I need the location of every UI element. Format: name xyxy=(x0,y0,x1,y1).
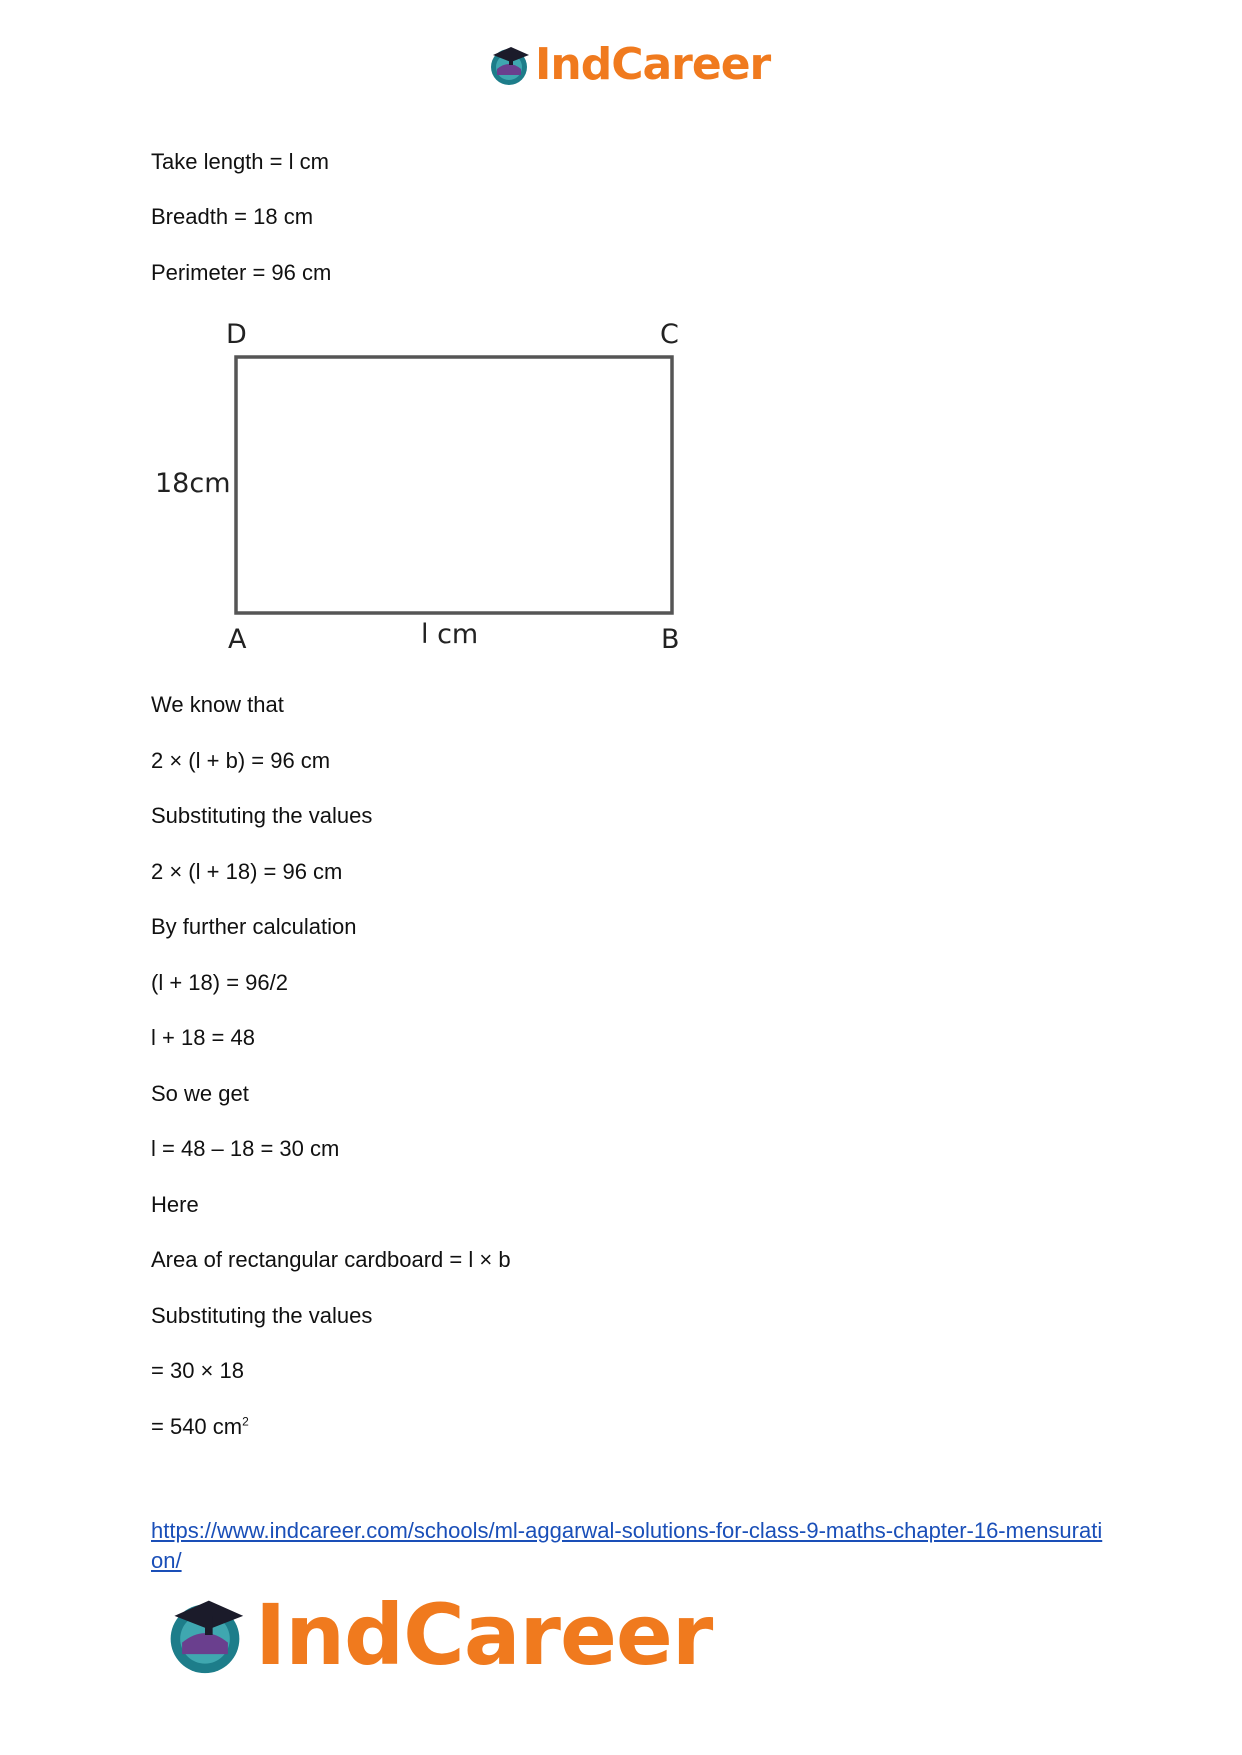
final-answer-text: = 540 cm xyxy=(151,1414,243,1439)
text-line: We know that xyxy=(151,692,284,717)
graduation-globe-icon xyxy=(487,43,531,87)
text-line: So we get xyxy=(151,1081,249,1106)
text-line: 2 × (l + 18) = 96 cm xyxy=(151,859,343,884)
text-line: Take length = l cm xyxy=(151,149,329,174)
text-line: = 30 × 18 xyxy=(151,1358,244,1383)
source-link[interactable]: https://www.indcareer.com/schools/ml-aggarwal-solutions-for-class-9-maths-chapter-16-mensuration/ xyxy=(151,1518,1103,1573)
text-line: (l + 18) = 96/2 xyxy=(151,970,288,995)
text-line: By further calculation xyxy=(151,914,357,939)
length-label: l cm xyxy=(421,619,479,650)
rectangle-diagram xyxy=(151,318,691,658)
text-line: Breadth = 18 cm xyxy=(151,204,314,229)
vertex-c-label: C xyxy=(660,319,679,350)
header-logo xyxy=(487,40,770,90)
text-line: Here xyxy=(151,1192,199,1217)
rectangle-shape xyxy=(151,318,691,658)
final-answer-exponent: 2 xyxy=(242,1414,249,1429)
text-line: l + 18 = 48 xyxy=(151,1025,255,1050)
final-answer xyxy=(151,1414,249,1440)
brand-name: IndCareer xyxy=(535,39,771,90)
text-line: Substituting the values xyxy=(151,803,373,828)
vertex-d-label: D xyxy=(226,319,247,350)
vertex-b-label: B xyxy=(661,624,680,655)
vertex-a-label: A xyxy=(228,624,247,655)
breadth-label: 18cm xyxy=(155,468,231,499)
graduation-globe-icon xyxy=(163,1593,247,1677)
text-line: Substituting the values xyxy=(151,1303,373,1328)
footer-logo xyxy=(163,1587,712,1683)
text-line: Perimeter = 96 cm xyxy=(151,260,332,285)
text-line: Area of rectangular cardboard = l × b xyxy=(151,1247,511,1272)
text-line: l = 48 – 18 = 30 cm xyxy=(151,1136,340,1161)
brand-name: IndCareer xyxy=(255,1586,713,1684)
text-line: 2 × (l + b) = 96 cm xyxy=(151,748,331,773)
